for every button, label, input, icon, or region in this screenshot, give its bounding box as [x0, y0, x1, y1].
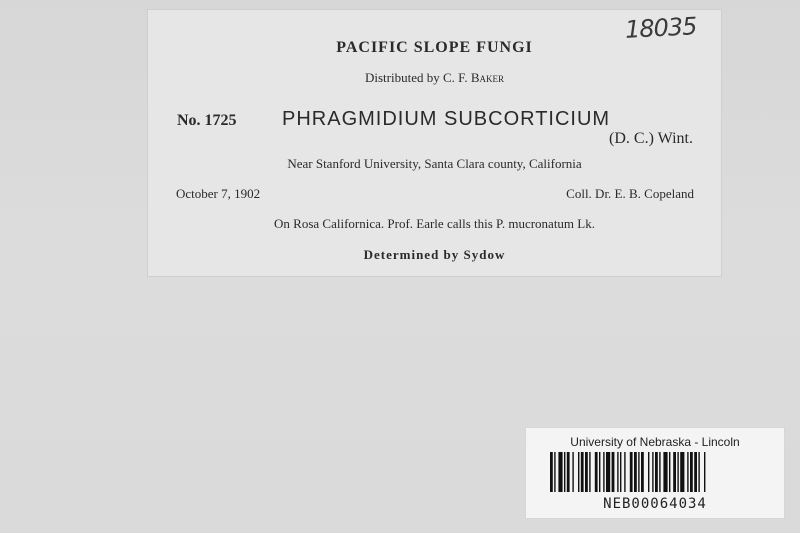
barcode-bar [606, 452, 610, 492]
species-authority: (D. C.) Wint. [609, 130, 693, 147]
barcode-bar [704, 452, 705, 492]
barcode-bar [554, 452, 555, 492]
barcode-bar [589, 452, 590, 492]
barcode-label [526, 428, 784, 518]
barcode-bar [680, 452, 684, 492]
barcode-bar [599, 452, 600, 492]
collection-date: October 7, 1902 [176, 186, 261, 201]
barcode-bar [624, 452, 625, 492]
catalog-number: 18035 [624, 12, 698, 44]
barcode-bar [638, 452, 639, 492]
barcode-bar [652, 452, 653, 492]
barcode-bar [655, 452, 658, 492]
determined-by: Determined by Sydow [363, 247, 506, 262]
institution-name: University of Nebraska - Lincoln [570, 435, 740, 449]
distributor-prefix: Distributed by C. F. [364, 70, 471, 85]
barcode-bar [572, 452, 573, 492]
barcode-bar [558, 452, 562, 492]
barcode-bar [612, 452, 615, 492]
barcode-bar [617, 452, 618, 492]
barcode-bar [630, 452, 633, 492]
barcode-bar [567, 452, 570, 492]
barcode-number: NEB00064034 [603, 496, 707, 512]
barcode-bar [641, 452, 644, 492]
label-title: PACIFIC SLOPE FUNGI [336, 39, 533, 56]
locality: Near Stanford University, Santa Clara county, California [287, 156, 582, 171]
barcode-bar [663, 452, 667, 492]
barcode-bar [687, 452, 688, 492]
barcode-bar [585, 452, 588, 492]
barcode-bar [595, 452, 598, 492]
barcode-bar [648, 452, 649, 492]
barcode-bar [669, 452, 670, 492]
barcode-bar [634, 452, 637, 492]
barcode-graphic [550, 452, 760, 492]
barcode-bar [581, 452, 584, 492]
barcode-bar [550, 452, 553, 492]
host-note: On Rosa Californica. Prof. Earle calls this P. mucronatum Lk. [274, 216, 595, 231]
barcode-bar [677, 452, 678, 492]
barcode-bar [578, 452, 579, 492]
barcode-bar [698, 452, 699, 492]
distributor-name: Baker [470, 70, 505, 85]
barcode-bar [603, 452, 604, 492]
collector: Coll. Dr. E. B. Copeland [566, 186, 694, 201]
distributor-line [148, 70, 721, 86]
barcode-bar [564, 452, 565, 492]
barcode-bar [673, 452, 676, 492]
barcode-bar [620, 452, 621, 492]
barcode-bar [690, 452, 693, 492]
specimen-number: No. 1725 [177, 112, 237, 129]
barcode-bar [659, 452, 660, 492]
species-name: PHRAGMIDIUM SUBCORTICIUM [282, 108, 611, 130]
barcode-bar [694, 452, 697, 492]
